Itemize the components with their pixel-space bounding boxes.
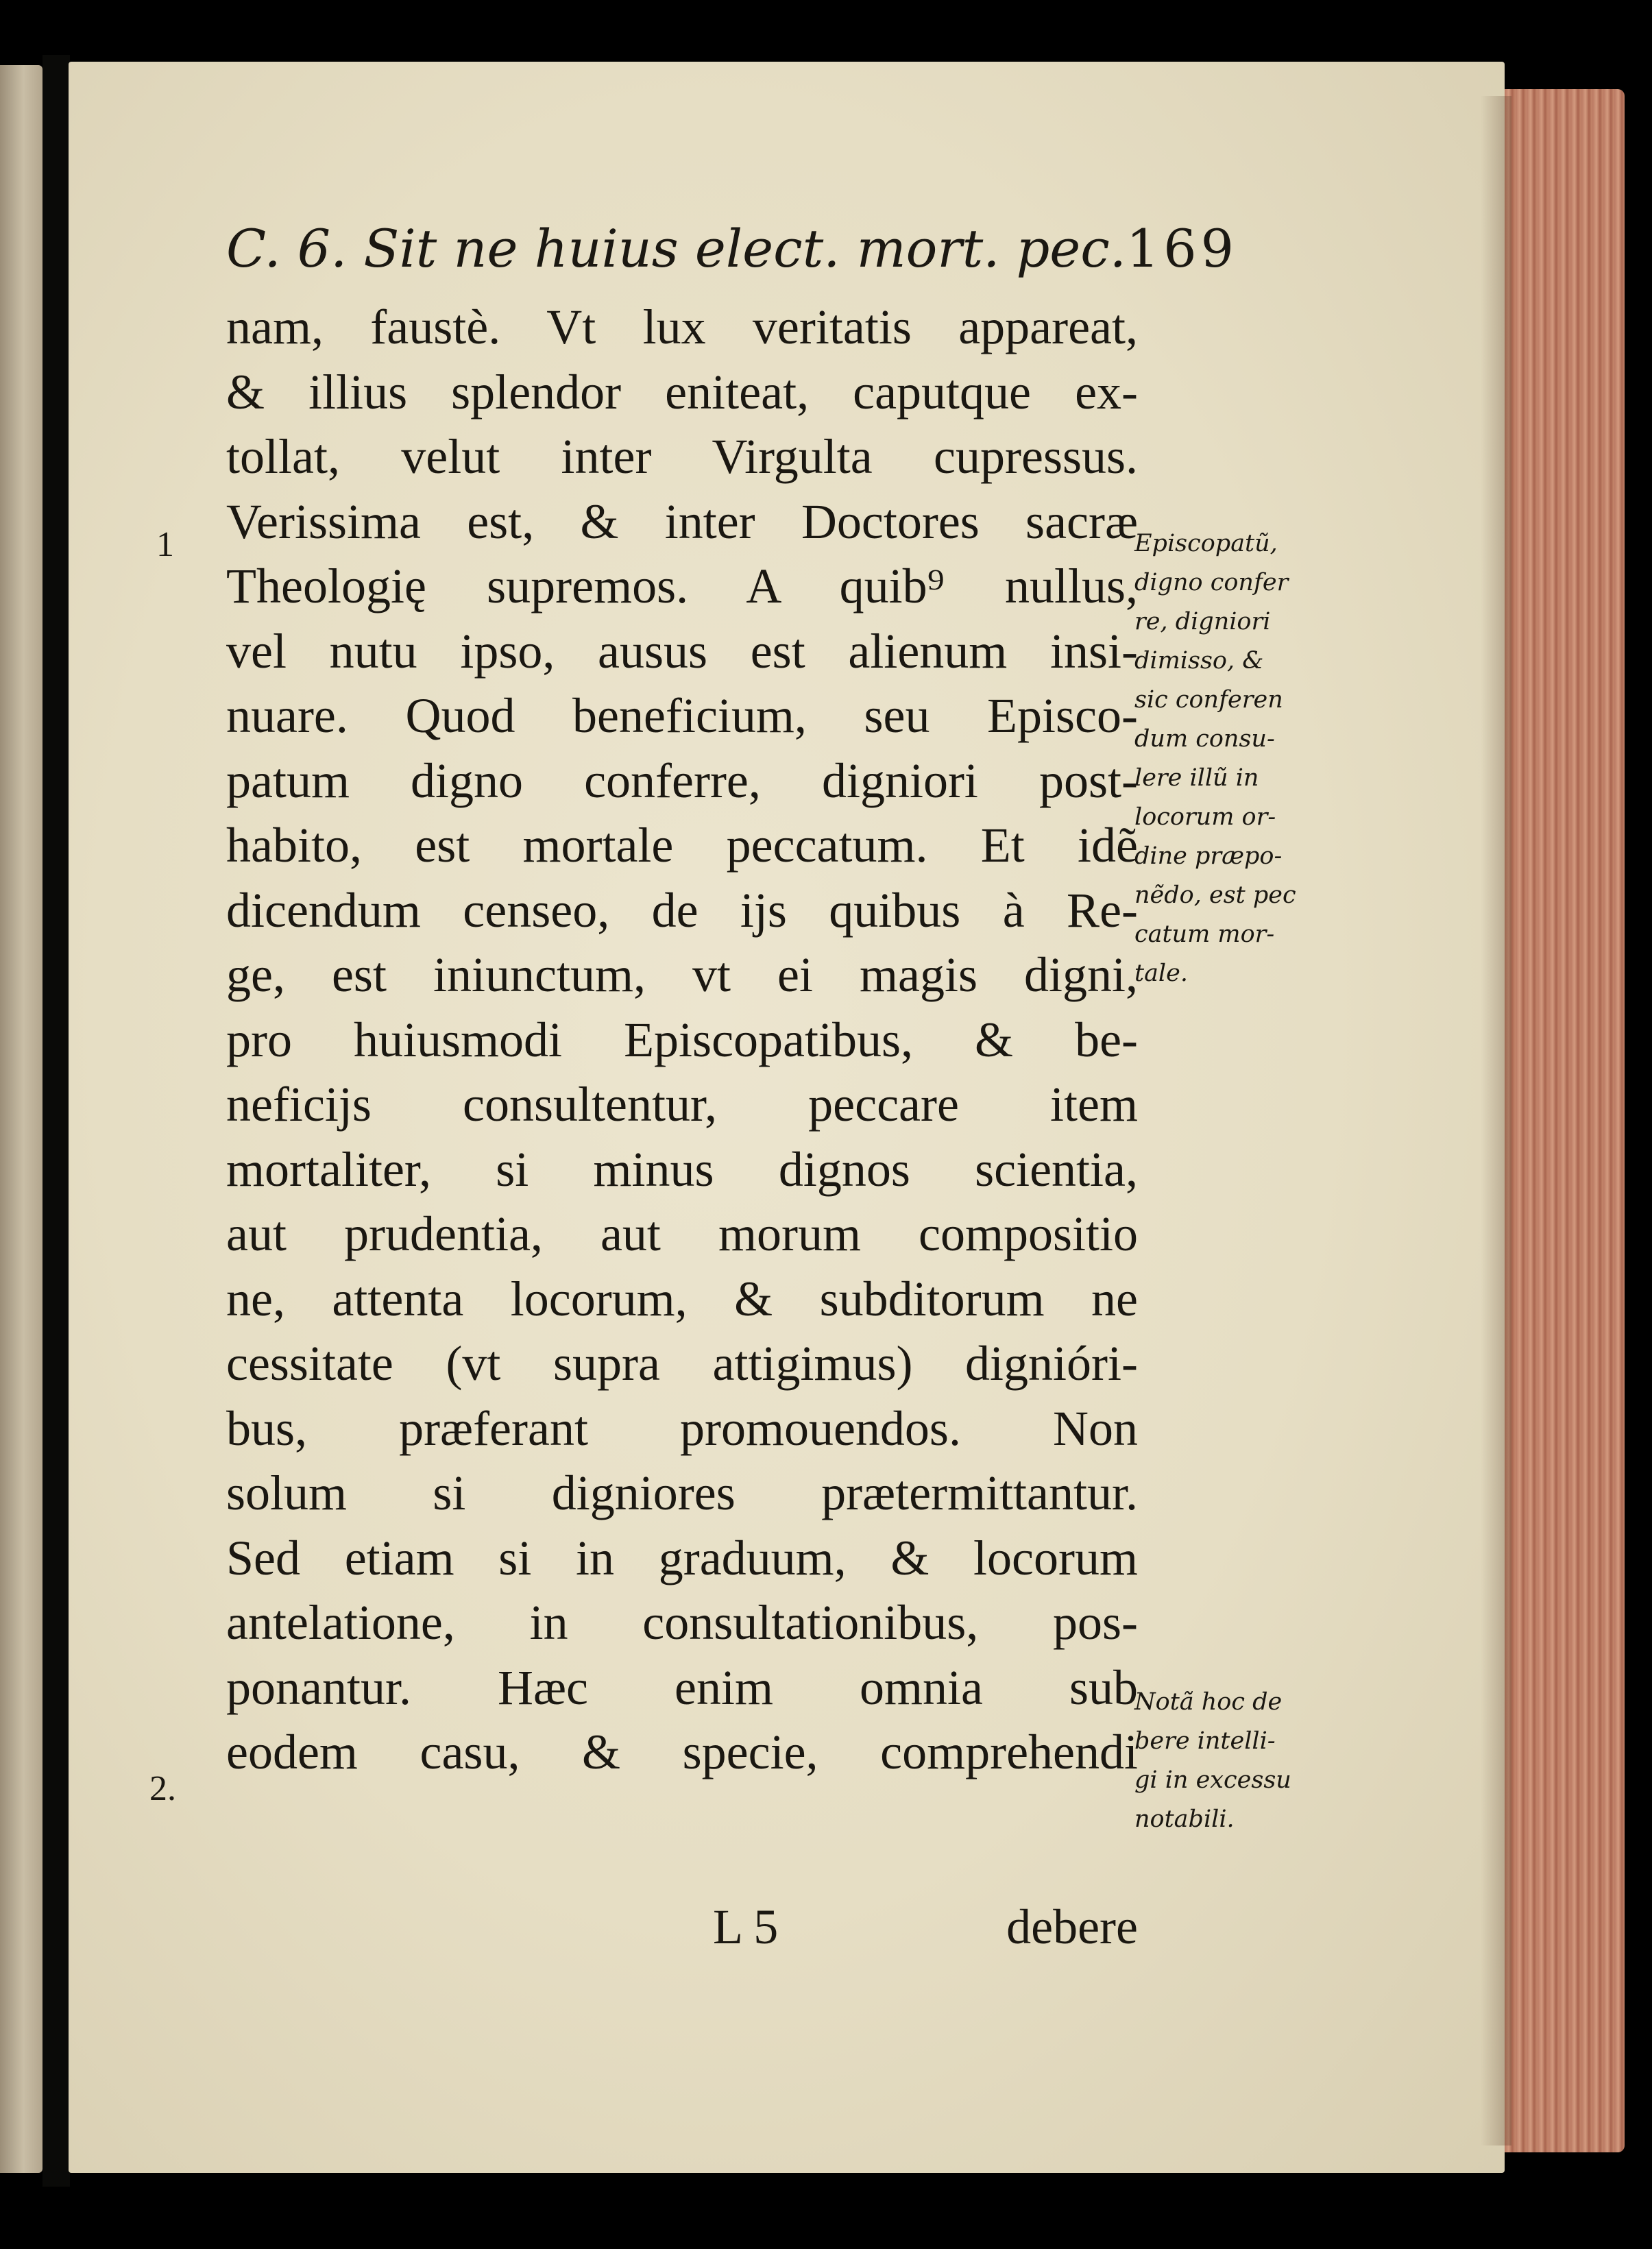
margin-note-line: Episcopatũ, [1134,530,1278,557]
text-line: mortaliter, si minus dignos scientia, [226,1141,1138,1197]
text-line: patum digno conferre, digniori post- [226,753,1138,808]
text-line: nam, faustè. Vt lux veritatis appareat, [226,300,1138,354]
text-line: solum si digniores prætermittantur. [226,1466,1138,1520]
catchline [226,1899,1138,1967]
margin-note-line: dum consu- [1134,725,1275,753]
margin-note-line: gi in excessu [1134,1766,1291,1794]
margin-note-line: lere illũ in [1134,764,1259,792]
text-line: antelatione, in consultationibus, pos- [226,1595,1138,1650]
line-number-2: 2. [149,1769,176,1808]
margin-note-line: locorum or- [1134,803,1276,831]
running-head-title: C. 6. Sit ne huius elect. mort. pec. [226,218,1126,279]
text-line: ponantur. Hæc enim omnia sub [226,1660,1138,1715]
text-line: & illius splendor eniteat, caputque ex- [226,364,1138,420]
text-line: nuare. Quod beneficium, seu Episco- [226,688,1138,743]
book-gutter [42,55,70,2187]
text-line: bus, præferant promouendos. Non [226,1400,1138,1456]
line-number-1: 1 [156,525,174,564]
text-line: habito, est mortale peccatum. Et idẽ [226,818,1138,873]
text-line: vel nutu ipso, ausus est alienum insi- [226,623,1138,679]
margin-note-line: catum mor- [1134,921,1275,948]
previous-page-edge [0,65,42,2173]
text-line: pro huiusmodi Episcopatibus, & be- [226,1012,1138,1067]
margin-note-line: dine præpo- [1134,842,1283,870]
margin-note-line: digno confer [1134,569,1289,596]
text-line: ge, est iniunctum, vt ei magis digni, [226,947,1138,1002]
signature-mark: L 5 [713,1899,779,1954]
text-line: tollat, velut inter Virgulta cupressus. [226,429,1138,484]
margin-note-line: sic conferen [1134,686,1283,714]
text-line: Sed etiam si in graduum, & locorum [226,1530,1138,1585]
text-line: eodem casu, & specie, comprehendi [226,1725,1138,1779]
text-line: neficijs consultentur, peccare item [226,1077,1138,1132]
fore-edge-shadow [1481,96,1511,2145]
text-line: Verissima est, & inter Doctores sacræ [226,494,1138,549]
running-head [226,218,1238,293]
text-line: ne, attenta locorum, & subditorum ne [226,1271,1138,1326]
margin-note-line: notabili. [1134,1806,1235,1833]
text-line: Theologię supremos. A quib⁹ nullus, [226,559,1138,613]
margin-note-line: dimisso, & [1134,647,1264,674]
page-number: 169 [1126,218,1238,279]
text-line: aut prudentia, aut morum compositio [226,1206,1138,1261]
margin-note-2 [1134,1683,1368,1839]
margin-note-1 [1134,524,1368,993]
margin-note-line: tale. [1134,960,1188,987]
margin-note-line: re, digniori [1134,608,1271,635]
margin-note-line: Notã hoc de [1134,1688,1283,1716]
text-line: dicendum censeo, de ijs quibus à Re- [226,882,1138,938]
main-text-block [226,295,1138,1785]
text-line: cessitate (vt supra attigimus) dignióri- [226,1336,1138,1391]
page-fore-edge [1505,89,1625,2152]
catchword: debere [1006,1899,1138,1954]
margin-note-line: nẽdo, est pec [1134,882,1296,909]
margin-note-line: bere intelli- [1134,1727,1276,1755]
